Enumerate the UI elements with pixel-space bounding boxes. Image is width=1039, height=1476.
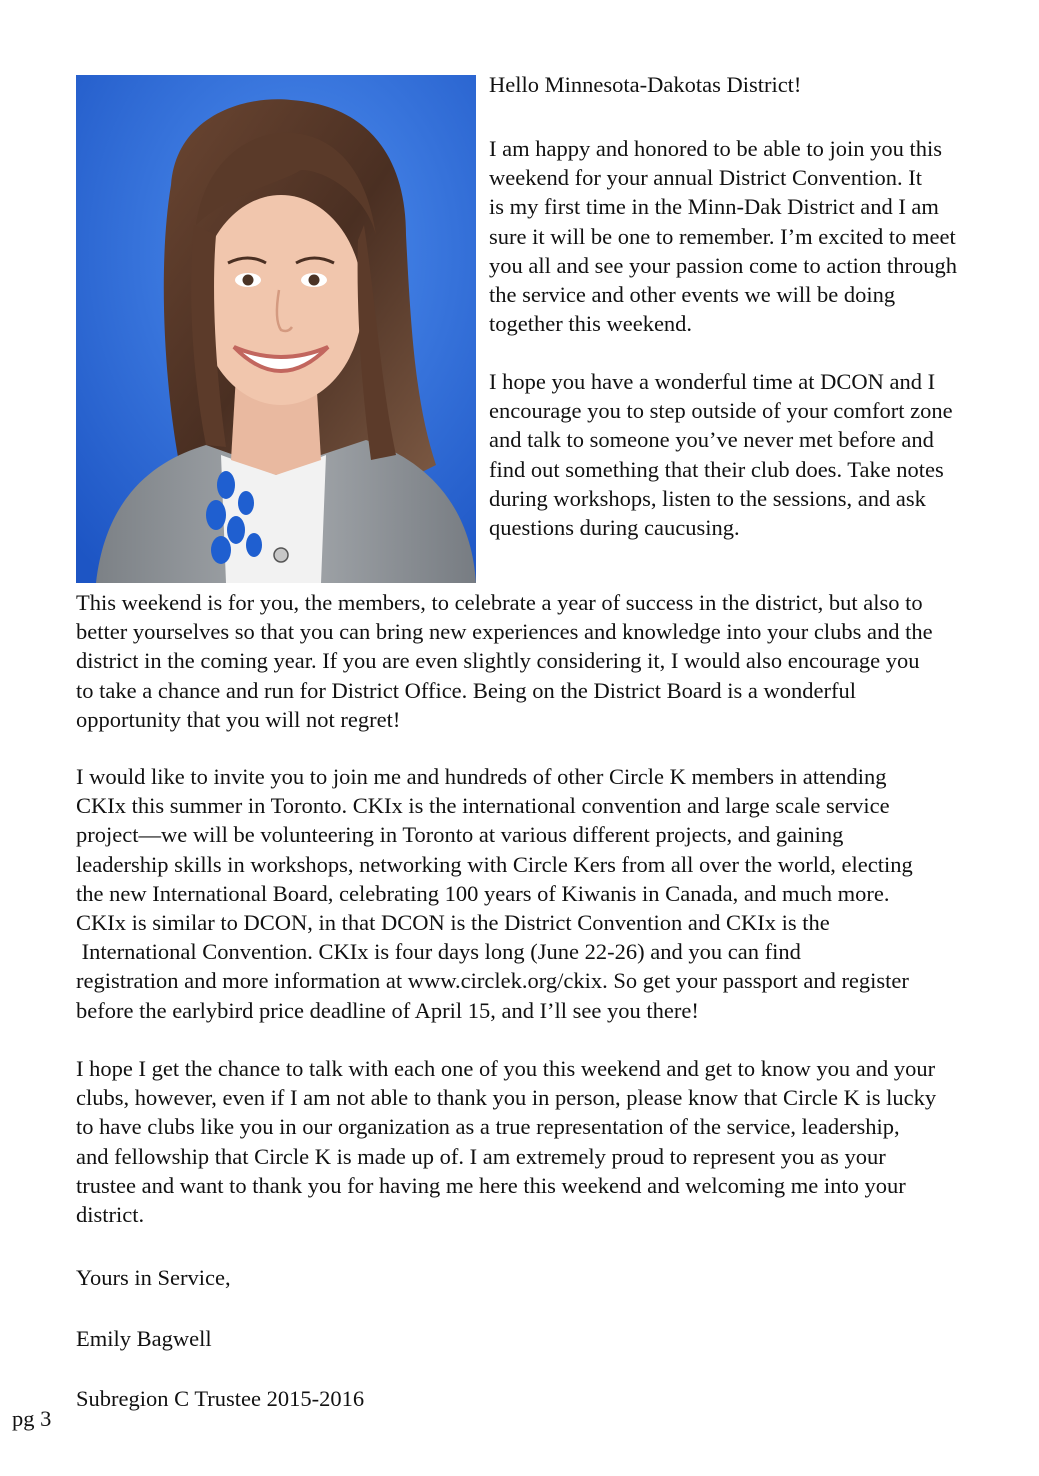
- text-line: CKIx is similar to DCON, in that DCON is the District Convention and CKIx is the: [76, 910, 830, 936]
- text-line: project—we will be volunteering in Toronto at various different projects, and gaining: [76, 822, 844, 848]
- text-line: This weekend is for you, the members, to celebrate a year of success in the district, but also to: [76, 590, 923, 615]
- thanks-paragraph: [76, 1054, 1011, 1229]
- members-paragraph: [76, 588, 1011, 734]
- text-line: the new International Board, celebrating 100 years of Kiwanis in Canada, and much more.: [76, 880, 890, 906]
- dcon-paragraph: [489, 367, 1009, 542]
- text-line: during workshops, listen to the sessions, and ask: [489, 485, 926, 511]
- text-line: leadership skills in workshops, networking with Circle Kers from all over the world, electing: [76, 851, 913, 877]
- text-line: CKIx this summer in Toronto. CKIx is the international convention and large scale service: [76, 793, 890, 819]
- closing: Yours in Service,: [76, 1265, 231, 1290]
- text-line: and talk to someone you’ve never met before and: [489, 427, 934, 453]
- text-line: I hope you have a wonderful time at DCON and I: [489, 369, 936, 394]
- portrait-photo: [76, 75, 476, 583]
- text-line: better yourselves so that you can bring new experiences and knowledge into your clubs and the: [76, 619, 933, 645]
- text-line: I am happy and honored to be able to join you this: [489, 136, 943, 161]
- text-line: you all and see your passion come to action through: [489, 252, 958, 278]
- text-line: the service and other events we will be doing: [489, 282, 896, 308]
- portrait-photo-icon: [76, 75, 476, 583]
- signature-title: Subregion C Trustee 2015-2016: [76, 1386, 365, 1411]
- text-line: district.: [76, 1202, 145, 1228]
- text-line: I would like to invite you to join me and hundreds of other Circle K members in attending: [76, 764, 887, 789]
- text-line: to take a chance and run for District Office. Being on the District Board is a wonderful: [76, 677, 856, 703]
- ckix-paragraph: [76, 762, 1011, 1025]
- page-number: pg 3: [12, 1406, 52, 1431]
- greeting: Hello Minnesota-Dakotas District!: [489, 72, 802, 97]
- text-line: district in the coming year. If you are even slightly considering it, I would also encourage you: [76, 648, 920, 674]
- intro-paragraph: [489, 134, 1009, 338]
- text-line: opportunity that you will not regret!: [76, 706, 401, 732]
- text-line: clubs, however, even if I am not able to thank you in person, please know that Circle K is lucky: [76, 1085, 937, 1111]
- text-line: to have clubs like you in our organization as a true representation of the service, leadership,: [76, 1114, 900, 1140]
- text-line: International Convention. CKIx is four days long (June 22-26) and you can find: [76, 939, 801, 965]
- text-line: before the earlybird price deadline of April 15, and I’ll see you there!: [76, 997, 699, 1023]
- text-line: questions during caucusing.: [489, 515, 740, 541]
- text-line: I hope I get the chance to talk with each one of you this weekend and get to know you and your: [76, 1056, 936, 1081]
- text-line: registration and more information at www.circlek.org/ckix. So get your passport and register: [76, 968, 909, 994]
- text-line: and fellowship that Circle K is made up of. I am extremely proud to represent you as your: [76, 1143, 886, 1169]
- text-line: weekend for your annual District Convention. It: [489, 165, 923, 191]
- text-line: is my first time in the Minn-Dak District and I am: [489, 194, 939, 220]
- text-line: find out something that their club does. Take notes: [489, 456, 944, 482]
- signature-name: Emily Bagwell: [76, 1326, 212, 1351]
- text-line: trustee and want to thank you for having me here this weekend and welcoming me into your: [76, 1172, 906, 1198]
- text-line: together this weekend.: [489, 311, 693, 337]
- text-line: encourage you to step outside of your comfort zone: [489, 398, 953, 424]
- text-line: sure it will be one to remember. I’m excited to meet: [489, 223, 956, 249]
